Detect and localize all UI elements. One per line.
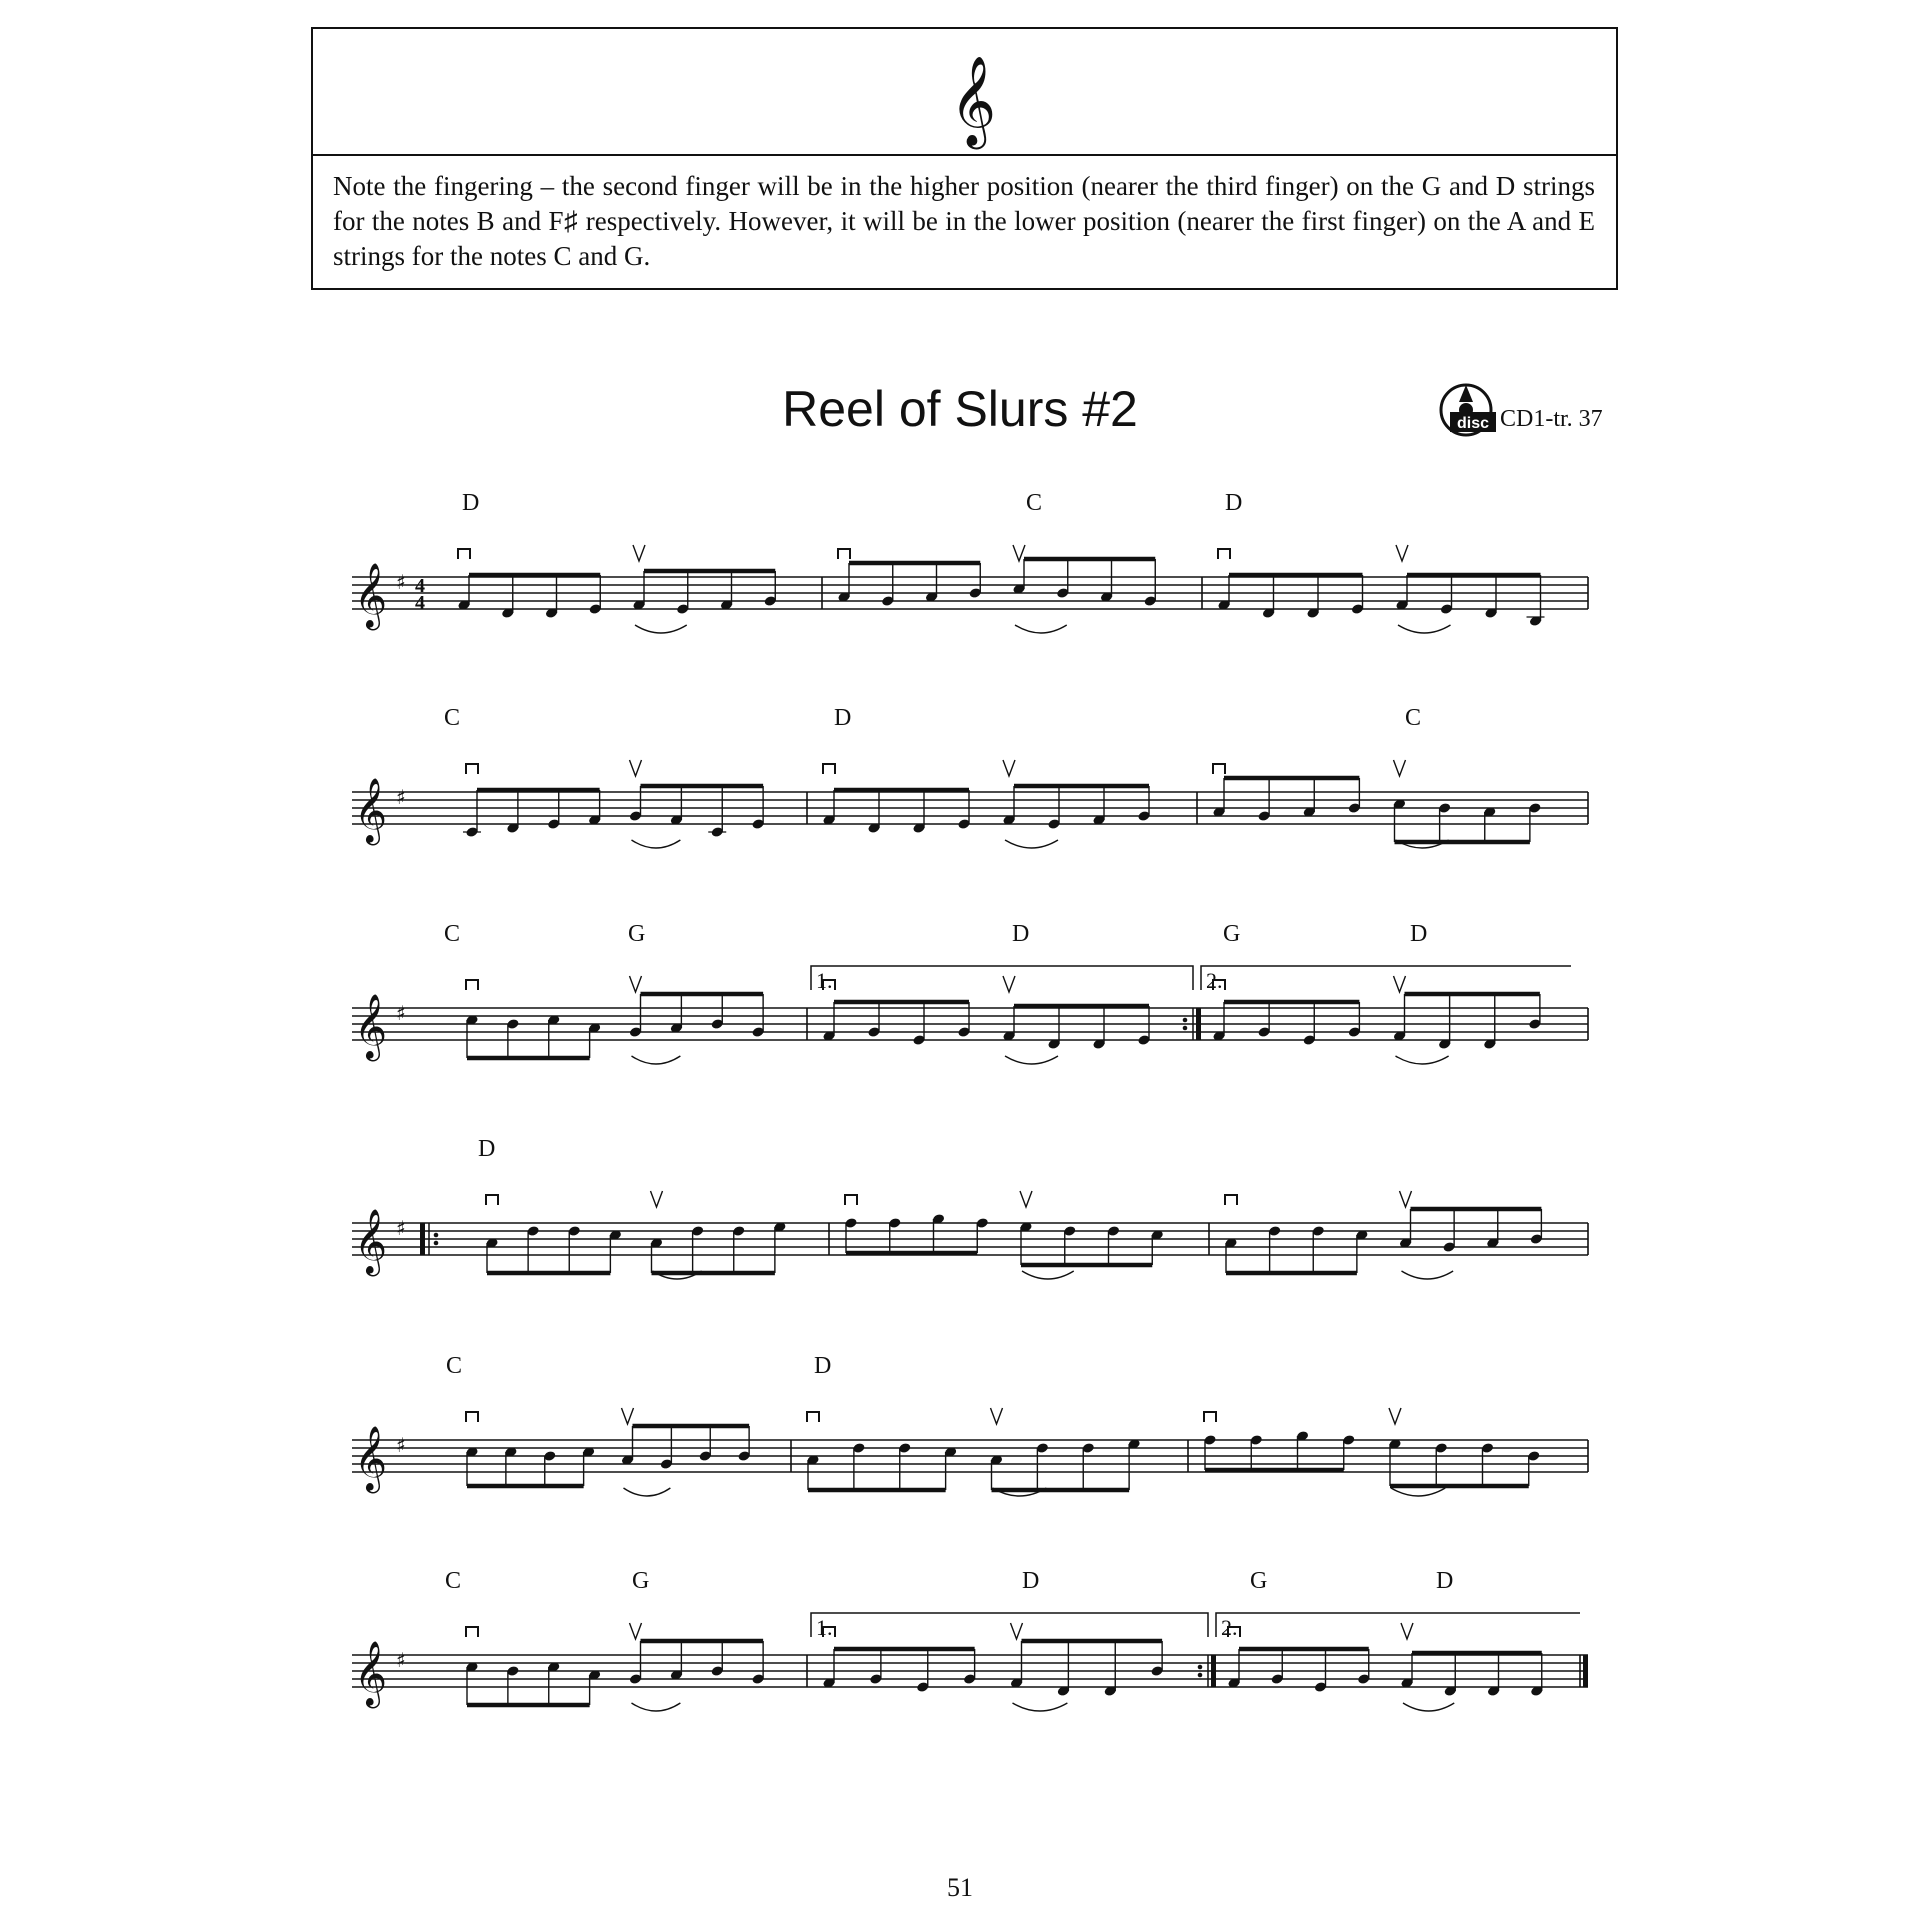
slur xyxy=(1015,625,1067,633)
slur xyxy=(624,1488,671,1496)
down-bow-mark xyxy=(466,764,478,774)
cd-track-label: CD1-tr. 37 xyxy=(1500,406,1603,432)
treble-clef-icon: 𝄞 xyxy=(354,563,388,628)
chord-symbol: C xyxy=(444,705,461,731)
treble-clef-icon: 𝄞 xyxy=(354,778,388,843)
slur xyxy=(1005,840,1058,848)
key-signature-sharp: ♯ xyxy=(396,570,406,594)
key-signature-sharp: ♯ xyxy=(396,1216,406,1240)
down-bow-mark xyxy=(845,1195,857,1205)
chord-symbol: D xyxy=(814,1353,832,1379)
ending-bracket xyxy=(811,966,1193,990)
slur xyxy=(1398,625,1451,633)
repeat-dot xyxy=(1183,1026,1188,1031)
slur xyxy=(632,840,681,848)
up-bow-mark xyxy=(622,1408,634,1424)
up-bow-mark xyxy=(1389,1408,1401,1424)
ending-bracket xyxy=(1216,1613,1580,1637)
up-bow-mark xyxy=(1003,760,1015,776)
slur xyxy=(1013,1703,1068,1711)
chord-symbol: C xyxy=(446,1353,463,1379)
chord-symbol: C xyxy=(1405,705,1422,731)
ending-bracket xyxy=(811,1613,1208,1637)
up-bow-mark xyxy=(1401,1623,1413,1639)
ending-bracket xyxy=(1201,966,1571,990)
down-bow-mark xyxy=(1218,549,1230,559)
up-bow-mark xyxy=(1013,545,1025,561)
chord-symbol: G xyxy=(632,1568,650,1594)
up-bow-mark xyxy=(1020,1191,1032,1207)
staff-system-4 xyxy=(352,1136,1588,1279)
up-bow-mark xyxy=(1396,545,1408,561)
slur xyxy=(1391,1488,1445,1496)
slur xyxy=(632,1056,681,1064)
treble-clef-icon: 𝄞 xyxy=(354,1426,388,1491)
staff-system-3 xyxy=(352,921,1588,1064)
down-bow-mark xyxy=(838,549,850,559)
up-bow-mark xyxy=(633,545,645,561)
slur xyxy=(1022,1271,1074,1279)
key-signature-sharp: ♯ xyxy=(396,1001,406,1025)
up-bow-mark xyxy=(1011,1623,1023,1639)
down-bow-mark xyxy=(466,1627,478,1637)
down-bow-mark xyxy=(458,549,470,559)
chord-symbol: G xyxy=(1223,921,1241,947)
ending-label: 2. xyxy=(1206,968,1223,993)
up-bow-mark xyxy=(1394,760,1406,776)
repeat-end-thick xyxy=(1196,1008,1201,1040)
key-signature-sharp: ♯ xyxy=(396,1433,406,1457)
down-bow-mark xyxy=(466,980,478,990)
treble-clef-icon: 𝄞 xyxy=(354,1209,388,1274)
final-barline-thick xyxy=(1583,1655,1588,1687)
info-text: Note the fingering – the second finger will be in the higher position (nearer the third finger) on the G and D strings for the notes B and F♯ respectively. However, it will be in the lower position (nearer the first finger) on the A and E strings for the notes C and G. xyxy=(333,171,1595,271)
up-bow-mark xyxy=(1394,976,1406,992)
repeat-dot xyxy=(1198,1673,1203,1678)
slur xyxy=(635,625,687,633)
chord-symbol: G xyxy=(1250,1568,1268,1594)
up-bow-mark xyxy=(651,1191,663,1207)
chord-symbol: D xyxy=(478,1136,496,1162)
repeat-dot xyxy=(434,1233,439,1238)
slur xyxy=(1005,1056,1058,1064)
up-bow-mark xyxy=(1400,1191,1412,1207)
up-bow-mark xyxy=(630,760,642,776)
time-signature-bottom: 4 xyxy=(415,592,425,614)
slur xyxy=(1403,1703,1454,1711)
ending-label: 1. xyxy=(816,968,833,993)
chord-symbol: D xyxy=(1022,1568,1040,1594)
repeat-end-thick xyxy=(1211,1655,1216,1687)
staff-system-6 xyxy=(352,1568,1588,1711)
svg-text:𝄞: 𝄞 xyxy=(949,56,997,146)
chord-symbol: G xyxy=(628,921,646,947)
up-bow-mark xyxy=(991,1408,1003,1424)
slur xyxy=(1396,1056,1449,1064)
treble-clef-icon: 𝄞 xyxy=(354,994,388,1059)
repeat-dot xyxy=(434,1241,439,1246)
key-signature-sharp: ♯ xyxy=(396,785,406,809)
repeat-start-thick xyxy=(420,1223,425,1255)
time-signature-top: 4 xyxy=(415,575,425,597)
treble-clef-icon: 𝄞 xyxy=(354,1641,388,1706)
chord-symbol: D xyxy=(1436,1568,1454,1594)
repeat-dot xyxy=(1198,1665,1203,1670)
down-bow-mark xyxy=(1204,1412,1216,1422)
chord-symbol: C xyxy=(445,1568,462,1594)
chord-symbol: D xyxy=(1410,921,1428,947)
tune-title: Reel of Slurs #2 xyxy=(782,381,1138,437)
chord-symbol: D xyxy=(462,490,480,516)
chord-symbol: C xyxy=(1026,490,1043,516)
up-bow-mark xyxy=(630,976,642,992)
slur xyxy=(1402,1271,1454,1279)
down-bow-mark xyxy=(466,1412,478,1422)
up-bow-mark xyxy=(1003,976,1015,992)
staff-system-1 xyxy=(352,490,1588,633)
slur xyxy=(632,1703,681,1711)
ending-label: 2. xyxy=(1221,1615,1238,1640)
staff-system-2 xyxy=(352,705,1588,848)
chord-symbol: D xyxy=(1225,490,1243,516)
down-bow-mark xyxy=(1213,764,1225,774)
chord-symbol: D xyxy=(1012,921,1030,947)
down-bow-mark xyxy=(1225,1195,1237,1205)
down-bow-mark xyxy=(807,1412,819,1422)
repeat-dot xyxy=(1183,1018,1188,1023)
chord-symbol: C xyxy=(444,921,461,947)
svg-text:disc: disc xyxy=(1456,415,1490,432)
staff-system-5 xyxy=(352,1353,1588,1496)
ending-label: 1. xyxy=(816,1615,833,1640)
down-bow-mark xyxy=(486,1195,498,1205)
up-bow-mark xyxy=(630,1623,642,1639)
page-number: 51 xyxy=(947,1873,973,1902)
down-bow-mark xyxy=(823,764,835,774)
chord-symbol: D xyxy=(834,705,852,731)
key-signature-sharp: ♯ xyxy=(396,1648,406,1672)
